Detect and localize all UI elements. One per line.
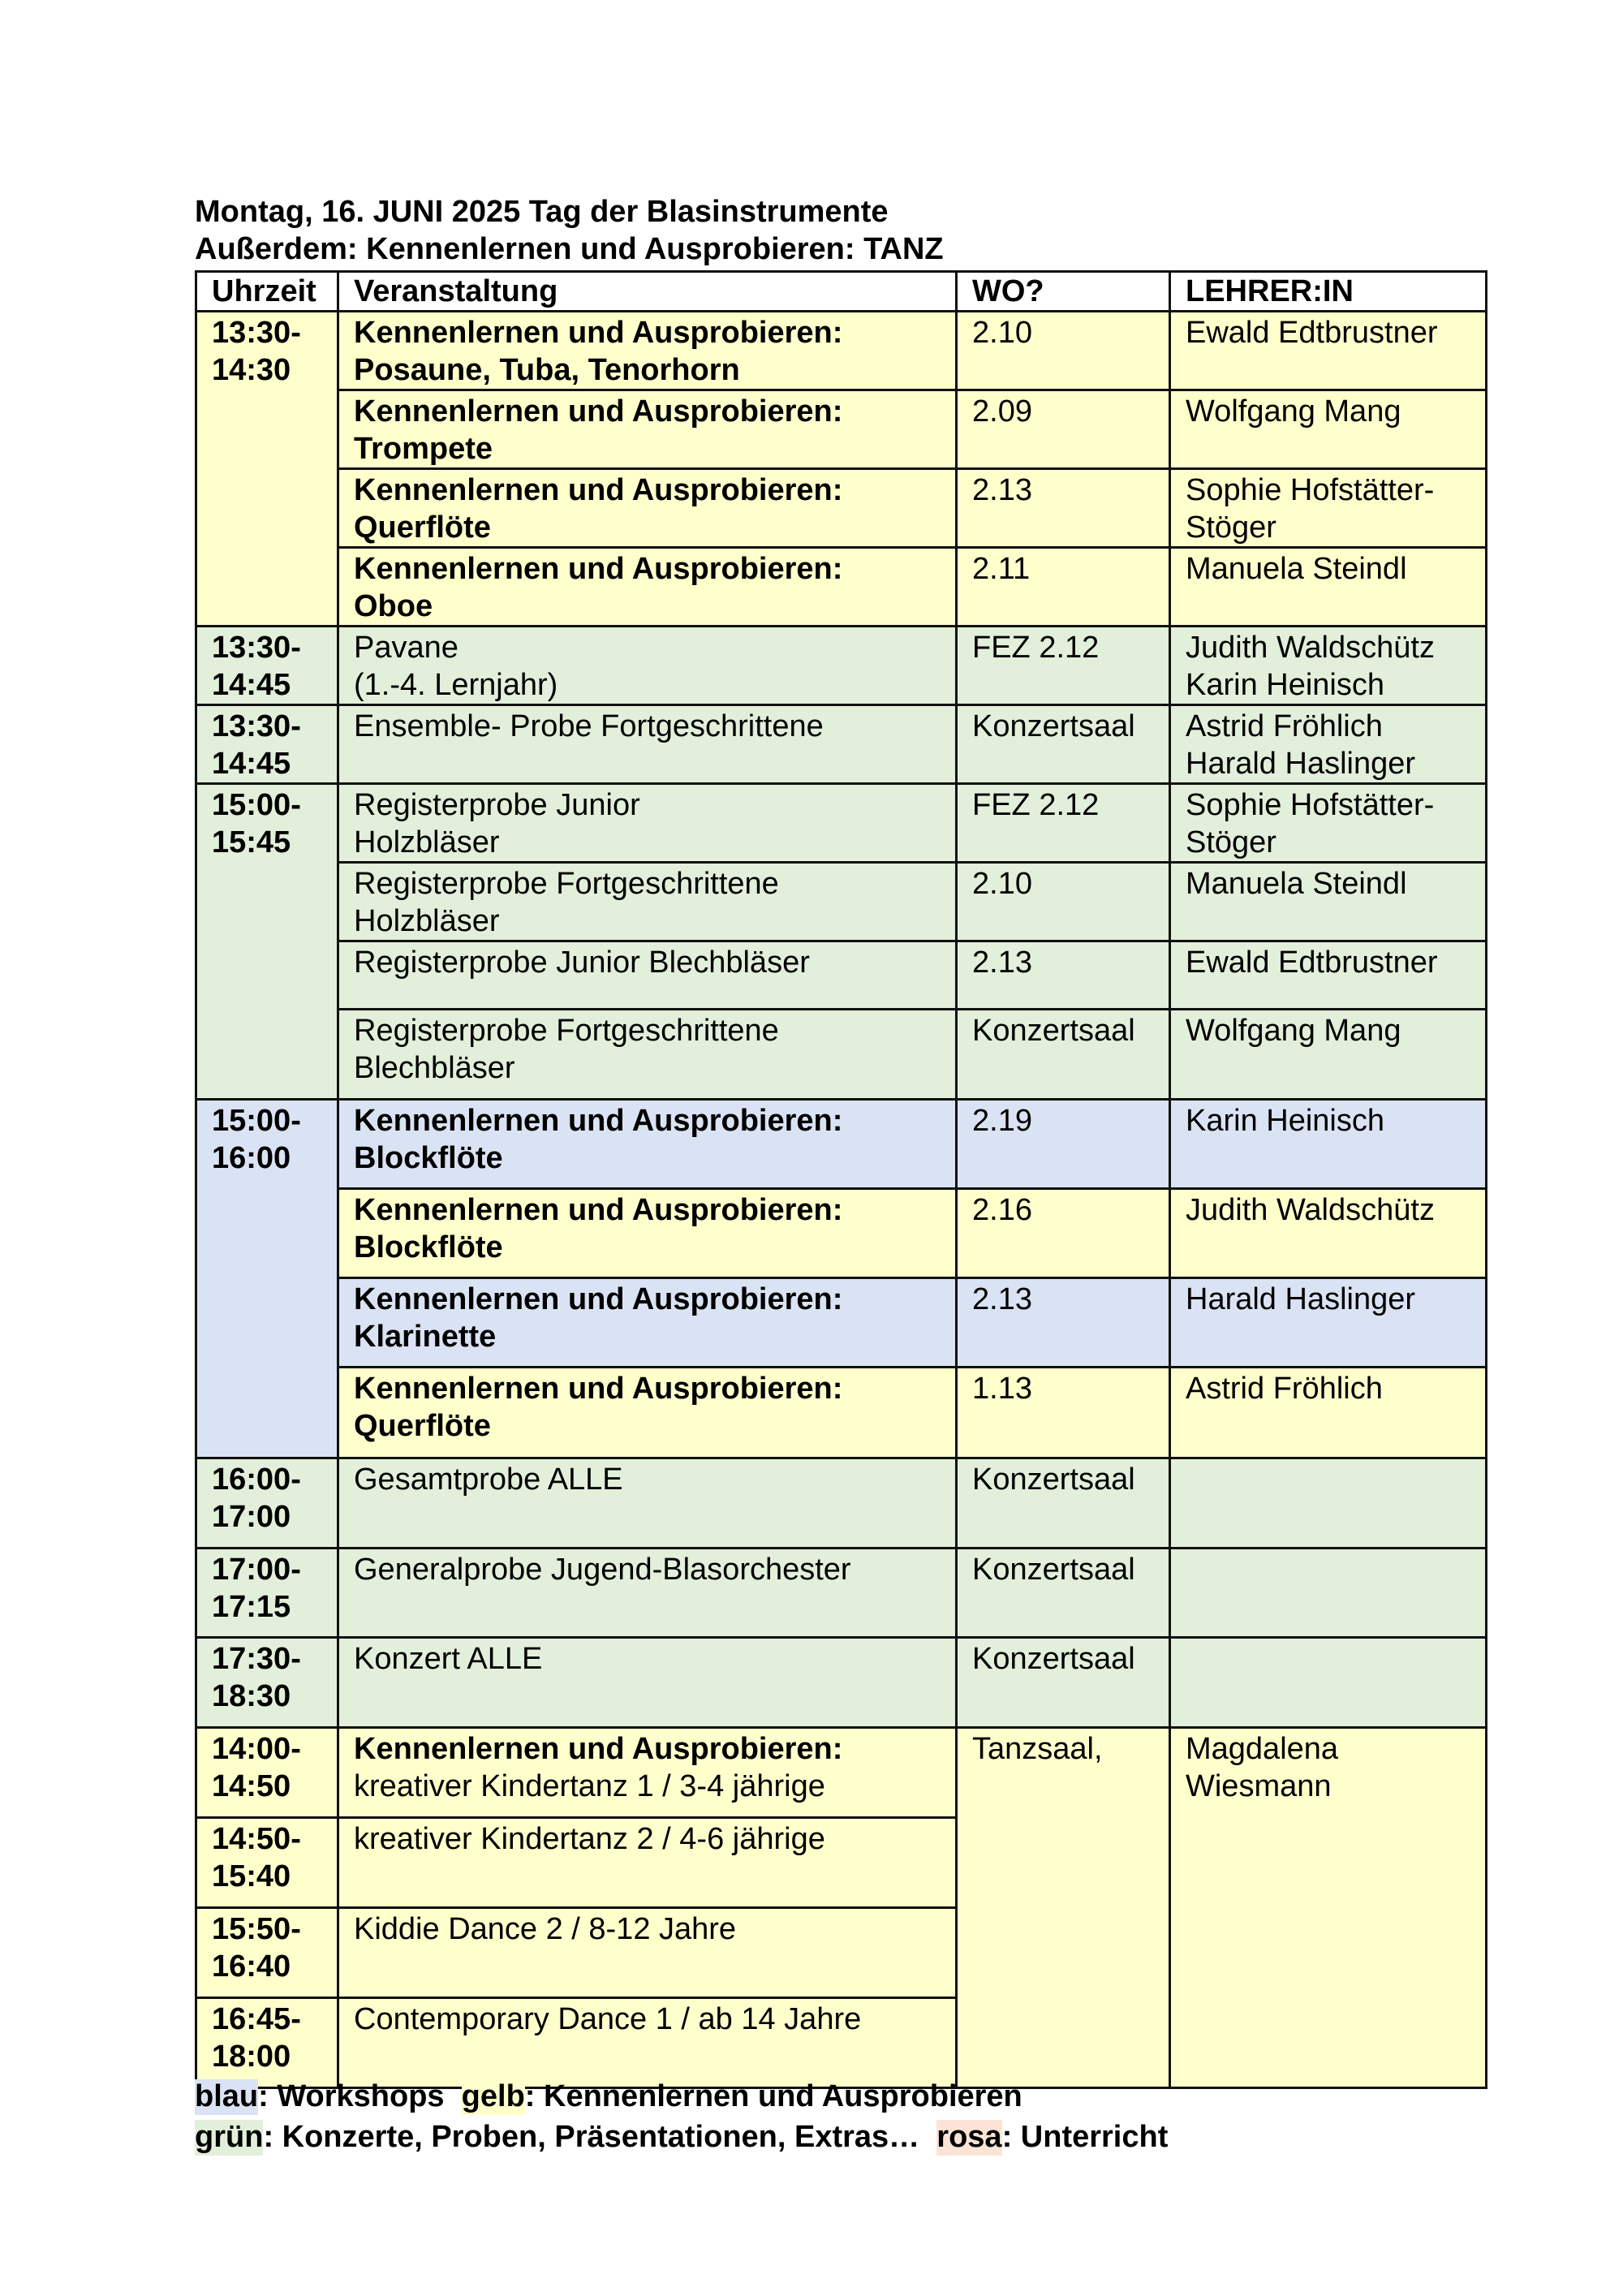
legend-swatch-gelb: gelb — [461, 2079, 525, 2113]
table-row — [196, 1638, 1487, 1728]
teacher-name: Karin Heinisch — [1186, 668, 1384, 702]
teacher-name: Judith Waldschütz — [1186, 631, 1435, 665]
event-line: Kennenlernen und Ausprobieren: — [354, 1193, 843, 1227]
location-cell: Konzertsaal — [957, 1010, 1170, 1100]
event-line: Kennenlernen und Ausprobieren: — [354, 1372, 843, 1406]
teacher-cell — [1170, 863, 1487, 941]
event-line: Registerprobe Junior — [354, 788, 640, 822]
time-start: 15:00- — [212, 788, 301, 822]
table-row — [196, 1010, 1487, 1100]
location-cell: 1.13 — [957, 1368, 1170, 1458]
event-cell — [338, 863, 957, 941]
teacher-cell — [1170, 1368, 1487, 1458]
location-cell: Konzertsaal — [957, 1458, 1170, 1549]
teacher-name: Astrid Fröhlich — [1186, 1372, 1383, 1406]
time-cell — [196, 1549, 338, 1638]
time-start: 13:30- — [212, 631, 301, 665]
table-row — [196, 1368, 1487, 1458]
teacher-name: Manuela Steindl — [1186, 552, 1407, 586]
teacher-name: Harald Haslinger — [1186, 747, 1416, 781]
table-row — [196, 941, 1487, 1010]
legend-text-blau: : Workshops — [258, 2079, 462, 2113]
event-cell — [338, 705, 957, 784]
table-row — [196, 1278, 1487, 1368]
time-start: 13:30- — [212, 316, 301, 350]
event-line: Pavane — [354, 631, 458, 665]
legend-text-rosa: : Unterricht — [1001, 2120, 1169, 2154]
time-end: 15:45 — [212, 825, 291, 859]
event-line: Kennenlernen und Ausprobieren: — [354, 1104, 843, 1138]
schedule-table — [195, 270, 1487, 2089]
event-line: Oboe — [354, 589, 433, 623]
time-start: 15:00- — [212, 1104, 301, 1138]
legend-swatch-rosa: rosa — [936, 2120, 1002, 2154]
location-cell: Konzertsaal — [957, 705, 1170, 784]
event-line: Blockflöte — [354, 1230, 503, 1264]
table-row — [196, 312, 1487, 390]
teacher-cell — [1170, 627, 1487, 705]
teacher-name: Stöger — [1186, 510, 1276, 545]
event-line: Generalprobe Jugend-Blasorchester — [354, 1553, 851, 1587]
teacher-name: Wolfgang Mang — [1186, 394, 1401, 429]
time-end: 14:30 — [212, 353, 291, 387]
time-start: 17:00- — [212, 1553, 301, 1587]
event-cell — [338, 312, 957, 390]
event-cell — [338, 469, 957, 548]
event-line: Kennenlernen und Ausprobieren: — [354, 1732, 843, 1766]
time-start: 13:30- — [212, 709, 301, 743]
table-row — [196, 627, 1487, 705]
teacher-name: Wolfgang Mang — [1186, 1014, 1401, 1048]
event-cell — [338, 1908, 957, 1998]
teacher-name: Sophie Hofstätter- — [1186, 788, 1435, 822]
location-cell: FEZ 2.12 — [957, 627, 1170, 705]
time-start: 14:50- — [212, 1822, 301, 1856]
teacher-name: Stöger — [1186, 825, 1276, 859]
event-line: Posaune, Tuba, Tenorhorn — [354, 353, 740, 387]
event-cell — [338, 1998, 957, 2088]
page-title: Montag, 16. JUNI 2025 Tag der Blasinstrumente — [195, 195, 889, 229]
location-cell: 2.13 — [957, 1278, 1170, 1368]
legend-text-gruen: : Konzerte, Proben, Präsentationen, Extras… — [263, 2120, 937, 2154]
teacher-cell — [1170, 1278, 1487, 1368]
event-line: Gesamtprobe ALLE — [354, 1462, 623, 1497]
event-cell — [338, 1638, 957, 1728]
teacher-cell — [1170, 469, 1487, 548]
time-cell — [196, 312, 338, 627]
table-row — [196, 548, 1487, 627]
legend-text-gelb: : Kennenlernen und Ausprobieren — [524, 2079, 1022, 2113]
legend-swatch-gruen: grün — [195, 2120, 264, 2154]
teacher-cell — [1170, 1549, 1487, 1638]
location-cell: 2.19 — [957, 1100, 1170, 1189]
event-line: kreativer Kindertanz 2 / 4-6 jährige — [354, 1822, 825, 1856]
teacher-name: Karin Heinisch — [1186, 1104, 1384, 1138]
time-end: 15:40 — [212, 1859, 291, 1893]
event-line: Holzbläser — [354, 904, 500, 938]
event-line: Kennenlernen und Ausprobieren: — [354, 316, 843, 350]
event-cell — [338, 1549, 957, 1638]
location-cell: 2.13 — [957, 469, 1170, 548]
time-end: 18:30 — [212, 1679, 291, 1713]
event-line: Klarinette — [354, 1320, 497, 1354]
column-header-uhrzeit: Uhrzeit — [196, 272, 338, 312]
event-line: Holzbläser — [354, 825, 500, 859]
event-cell — [338, 548, 957, 627]
legend-swatch-blau: blau — [195, 2079, 259, 2113]
table-row — [196, 1100, 1487, 1189]
event-line: Trompete — [354, 432, 493, 466]
location-cell: 2.16 — [957, 1189, 1170, 1278]
location-cell: Konzertsaal — [957, 1549, 1170, 1638]
location-cell: 2.10 — [957, 312, 1170, 390]
teacher-cell — [1170, 941, 1487, 1010]
event-cell — [338, 1278, 957, 1368]
event-cell — [338, 1010, 957, 1100]
time-start: 14:00- — [212, 1732, 301, 1766]
column-header-lehrer: LEHRER:IN — [1170, 272, 1487, 312]
time-cell — [196, 1458, 338, 1549]
teacher-cell — [1170, 1010, 1487, 1100]
time-start: 16:00- — [212, 1462, 301, 1497]
teacher-cell — [1170, 390, 1487, 469]
time-end: 14:50 — [212, 1769, 291, 1803]
time-cell — [196, 705, 338, 784]
time-cell — [196, 1908, 338, 1998]
legend-line-1 — [195, 2078, 1022, 2115]
time-start: 17:30- — [212, 1642, 301, 1676]
teacher-name: Sophie Hofstätter- — [1186, 473, 1435, 507]
location-cell: FEZ 2.12 — [957, 784, 1170, 863]
event-cell — [338, 1100, 957, 1189]
teacher-cell — [1170, 1638, 1487, 1728]
column-header-wo: WO? — [957, 272, 1170, 312]
teacher-cell — [1170, 1728, 1487, 2088]
time-start: 15:50- — [212, 1912, 301, 1946]
table-row — [196, 390, 1487, 469]
event-line: Contemporary Dance 1 / ab 14 Jahre — [354, 2002, 862, 2036]
event-cell — [338, 1189, 957, 1278]
time-cell — [196, 1638, 338, 1728]
event-line: Registerprobe Junior Blechbläser — [354, 946, 810, 980]
event-cell — [338, 1818, 957, 1908]
time-cell — [196, 784, 338, 1100]
table-row — [196, 1728, 1487, 1818]
event-line: Kennenlernen und Ausprobieren: — [354, 473, 843, 507]
location-cell: Konzertsaal — [957, 1638, 1170, 1728]
teacher-cell — [1170, 1458, 1487, 1549]
location-cell: 2.10 — [957, 863, 1170, 941]
event-cell — [338, 1368, 957, 1458]
location-cell: 2.11 — [957, 548, 1170, 627]
event-line: Ensemble- Probe Fortgeschrittene — [354, 709, 824, 743]
teacher-name: Ewald Edtbrustner — [1186, 946, 1438, 980]
event-line: Registerprobe Fortgeschrittene — [354, 1014, 779, 1048]
teacher-cell — [1170, 1189, 1487, 1278]
location-cell: 2.09 — [957, 390, 1170, 469]
table-row — [196, 784, 1487, 863]
time-end: 16:00 — [212, 1141, 291, 1175]
table-row — [196, 1549, 1487, 1638]
time-cell — [196, 1818, 338, 1908]
event-line: Querflöte — [354, 510, 491, 545]
table-row — [196, 469, 1487, 548]
event-line: (1.-4. Lernjahr) — [354, 668, 558, 702]
time-end: 16:40 — [212, 1949, 291, 1984]
legend-line-2 — [195, 2118, 1168, 2156]
teacher-name: Judith Waldschütz — [1186, 1193, 1435, 1227]
teacher-name: Manuela Steindl — [1186, 867, 1407, 901]
teacher-cell — [1170, 705, 1487, 784]
teacher-name: Astrid Fröhlich — [1186, 709, 1383, 743]
event-line: Kennenlernen und Ausprobieren: — [354, 394, 843, 429]
teacher-cell — [1170, 784, 1487, 863]
time-end: 17:00 — [212, 1500, 291, 1534]
time-end: 14:45 — [212, 747, 291, 781]
table-row — [196, 1189, 1487, 1278]
time-end: 18:00 — [212, 2040, 291, 2074]
teacher-cell — [1170, 1100, 1487, 1189]
table-header-row — [196, 272, 1487, 312]
time-cell — [196, 1728, 338, 1818]
teacher-cell — [1170, 548, 1487, 627]
event-line: Registerprobe Fortgeschrittene — [354, 867, 779, 901]
event-line: Konzert ALLE — [354, 1642, 543, 1676]
event-cell — [338, 1458, 957, 1549]
event-line: Kiddie Dance 2 / 8-12 Jahre — [354, 1912, 737, 1946]
time-cell — [196, 1100, 338, 1458]
event-line: Blechbläser — [354, 1051, 515, 1085]
teacher-name: Harald Haslinger — [1186, 1282, 1416, 1316]
column-header-veranstaltung: Veranstaltung — [338, 272, 957, 312]
teacher-name: Wiesmann — [1186, 1769, 1332, 1803]
event-line: Querflöte — [354, 1409, 491, 1443]
event-line: Blockflöte — [354, 1141, 503, 1175]
location-cell: 2.13 — [957, 941, 1170, 1010]
teacher-cell — [1170, 312, 1487, 390]
teacher-name: Ewald Edtbrustner — [1186, 316, 1438, 350]
event-line: Kennenlernen und Ausprobieren: — [354, 1282, 843, 1316]
table-row — [196, 1458, 1487, 1549]
location-cell: Tanzsaal, — [957, 1728, 1170, 2088]
table-row — [196, 863, 1487, 941]
event-cell — [338, 390, 957, 469]
time-end: 14:45 — [212, 668, 291, 702]
event-line: Kennenlernen und Ausprobieren: — [354, 552, 843, 586]
event-line: kreativer Kindertanz 1 / 3-4 jährige — [354, 1769, 825, 1803]
event-cell — [338, 941, 957, 1010]
event-cell — [338, 784, 957, 863]
time-end: 17:15 — [212, 1590, 291, 1624]
time-start: 16:45- — [212, 2002, 301, 2036]
table-row — [196, 705, 1487, 784]
time-cell — [196, 1998, 338, 2088]
event-cell — [338, 627, 957, 705]
teacher-name: Magdalena — [1186, 1732, 1339, 1766]
time-cell — [196, 627, 338, 705]
event-cell — [338, 1728, 957, 1818]
page-subtitle: Außerdem: Kennenlernen und Ausprobieren: TANZ — [195, 232, 944, 266]
